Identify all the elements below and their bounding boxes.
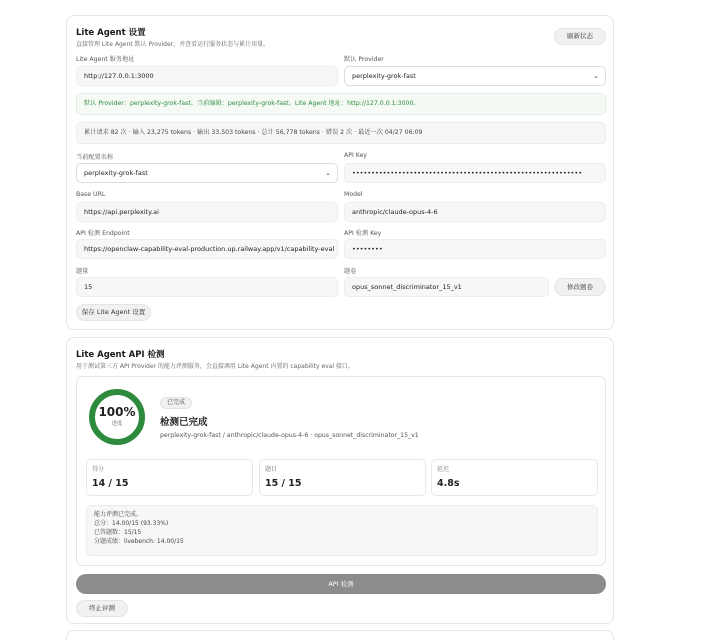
settings-title: Lite Agent 设置	[76, 28, 146, 38]
save-settings-button[interactable]: 保存 Lite Agent 设置	[76, 304, 151, 321]
progress-percent: 100%	[98, 405, 136, 419]
metric-value: 14 / 15	[92, 478, 129, 489]
current-config-value: perplexity-grok-fast	[84, 169, 148, 177]
chevron-down-icon: ⌄	[593, 72, 599, 80]
metric-score	[86, 459, 253, 496]
usage-stats-banner: 累计请求 82 次 · 输入 23,275 tokens · 输出 33,503 tokens · 总计 56,778 tokens · 错误 2 次 · 最近一次 04/27 06:09	[76, 122, 606, 144]
question-count-input[interactable]: 15	[76, 277, 338, 297]
metric-label: 题目	[265, 466, 278, 473]
default-provider-label: 默认 Provider	[344, 56, 384, 63]
next-section-card	[66, 630, 614, 640]
service-url-label: Lite Agent 服务地址	[76, 56, 135, 63]
metric-label: 得分	[92, 466, 105, 473]
refresh-status-button[interactable]: 刷新状态	[554, 28, 606, 45]
default-provider-value: perplexity-grok-fast	[352, 72, 416, 80]
api-check-title: Lite Agent API 检测	[76, 350, 165, 360]
base-url-label: Base URL	[76, 191, 106, 198]
api-check-subtitle: 用于测试第三方 API Provider 的能力评测服务，会直接调用 Lite Agent 内置的 capability eval 接口。	[76, 363, 354, 370]
model-label: Model	[344, 191, 363, 198]
current-config-label: 当前配置名称	[76, 154, 114, 161]
edit-question-set-button[interactable]: 修改题卷	[554, 278, 606, 296]
current-config-select[interactable]	[76, 163, 338, 183]
status-meta: perplexity-grok-fast / anthropic/claude-opus-4-6 · opus_sonnet_discriminator_15_v1	[160, 432, 419, 439]
endpoint-label: API 检测 Endpoint	[76, 230, 130, 237]
result-log	[86, 505, 598, 556]
chevron-down-icon: ⌄	[325, 169, 331, 177]
metric-value: 4.8s	[437, 478, 460, 489]
log-line: 总分：14.00/15 (93.33%)	[94, 520, 169, 527]
model-input[interactable]: anthropic/claude-opus-4-6	[344, 202, 606, 222]
check-result-panel	[76, 376, 606, 566]
api-key-label: API Key	[344, 152, 367, 159]
metric-value: 15 / 15	[265, 478, 302, 489]
progress-ring	[89, 389, 145, 445]
question-set-label: 题卷	[344, 268, 357, 275]
base-url-input[interactable]: https://api.perplexity.ai	[76, 202, 338, 222]
log-line: 分题成绩：livebench: 14.00/15	[94, 538, 184, 545]
status-badge: 已完成	[160, 397, 192, 409]
question-count-label: 题量	[76, 268, 89, 275]
api-check-card	[66, 337, 614, 624]
log-line: 已答题数：15/15	[94, 529, 142, 536]
log-line: 能力评测已完成。	[94, 511, 143, 518]
metric-label: 延迟	[437, 466, 450, 473]
settings-subtitle: 直接管理 Lite Agent 默认 Provider，并查看运行服务状态与累计用量。	[76, 41, 270, 48]
service-url-input[interactable]: http://127.0.0.1:3000	[76, 66, 338, 86]
run-api-check-button[interactable]: API 检测	[76, 574, 606, 594]
stop-eval-button[interactable]: 终止评测	[76, 600, 128, 617]
question-set-input[interactable]: opus_sonnet_discriminator_15_v1	[344, 277, 549, 297]
metric-questions	[259, 459, 426, 496]
lite-agent-settings-card	[66, 15, 614, 330]
progress-label: 进度	[111, 421, 123, 427]
api-key-input[interactable]: ••••••••••••••••••••••••••••••••••••••••••••••••••••••••••••	[344, 163, 606, 183]
check-key-input[interactable]: ••••••••	[344, 239, 606, 259]
check-key-label: API 检测 Key	[344, 230, 382, 237]
default-provider-select[interactable]	[344, 66, 606, 86]
status-title: 检测已完成	[160, 417, 208, 428]
provider-info-banner: 默认 Provider：perplexity-grok-fast。当前编辑：perplexity-grok-fast。Lite Agent 地址：http://127.0.0.1:3000。	[76, 93, 606, 115]
metric-latency	[431, 459, 598, 496]
endpoint-input[interactable]: https://openclaw-capability-eval-production.up.railway.app/v1/capability-eval	[76, 239, 338, 259]
